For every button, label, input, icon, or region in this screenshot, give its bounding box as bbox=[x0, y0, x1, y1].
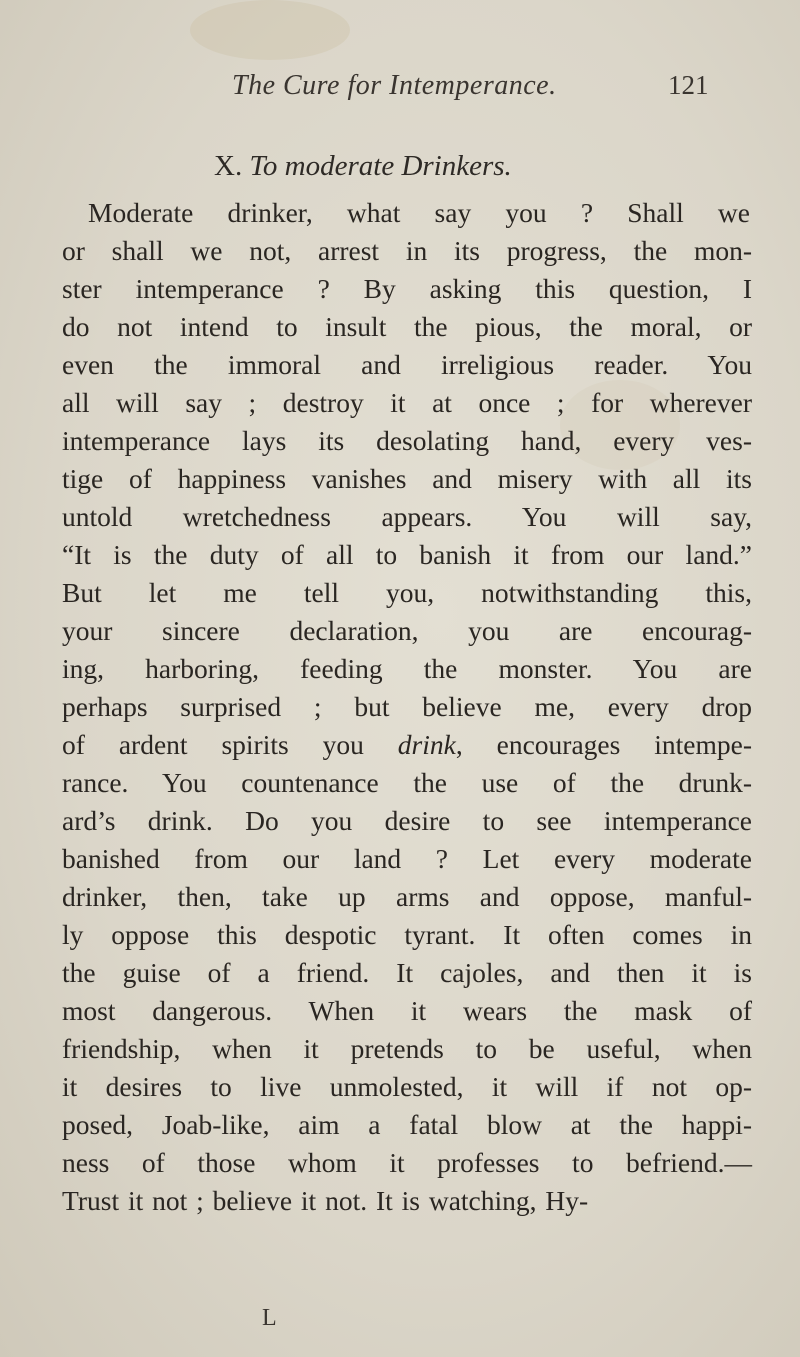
text-line: Moderate drinker, what say you ? Shall we bbox=[88, 197, 750, 228]
text-line: the guise of a friend. It cajoles, and then it is bbox=[62, 957, 752, 988]
running-title: The Cure for Intemperance. bbox=[232, 70, 557, 101]
text-line: perhaps surprised ; but believe me, every drop bbox=[62, 691, 752, 722]
text-line: Trust it not ; believe it not. It is watching, Hy- bbox=[62, 1185, 589, 1216]
signature-mark: L bbox=[262, 1305, 277, 1331]
text-line: it desires to live unmolested, it will if not op- bbox=[62, 1071, 752, 1102]
text-line: your sincere declaration, you are encourag- bbox=[62, 615, 752, 646]
text-line: or shall we not, arrest in its progress, the mon- bbox=[62, 235, 752, 266]
text-line: do not intend to insult the pious, the moral, or bbox=[62, 311, 752, 342]
text-line: posed, Joab-like, aim a fatal blow at the happi- bbox=[62, 1109, 752, 1140]
section-heading bbox=[214, 150, 512, 183]
text-line: most dangerous. When it wears the mask of bbox=[62, 995, 752, 1026]
text-line: ly oppose this despotic tyrant. It often comes in bbox=[62, 919, 752, 950]
emphasized-word: drink bbox=[397, 729, 456, 760]
section-title: To moderate Drinkers. bbox=[249, 150, 512, 182]
paper-stain bbox=[190, 0, 350, 60]
text-line: But let me tell you, notwithstanding this, bbox=[62, 577, 752, 608]
text-line: rance. You countenance the use of the drunk- bbox=[62, 767, 752, 798]
text-line: even the immoral and irreligious reader. You bbox=[62, 349, 752, 380]
text-line: untold wretchedness appears. You will say, bbox=[62, 501, 752, 532]
text-line: ster intemperance ? By asking this question, I bbox=[62, 273, 752, 304]
text-line: banished from our land ? Let every moderate bbox=[62, 843, 752, 874]
text-line: ard’s drink. Do you desire to see intemperance bbox=[62, 805, 752, 836]
text-line: all will say ; destroy it at once ; for wherever bbox=[62, 387, 752, 418]
text-line: ness of those whom it professes to befriend.— bbox=[62, 1147, 752, 1178]
section-number: X. bbox=[214, 150, 243, 182]
text-line: drinker, then, take up arms and oppose, manful- bbox=[62, 881, 752, 912]
text-line: friendship, when it pretends to be useful, when bbox=[62, 1033, 752, 1064]
page-number: 121 bbox=[668, 70, 709, 100]
text-line: tige of happiness vanishes and misery with all its bbox=[62, 463, 752, 494]
text-line: ing, harboring, feeding the monster. You are bbox=[62, 653, 752, 684]
text-line: intemperance lays its desolating hand, every ves- bbox=[62, 425, 752, 456]
text-line: of ardent spirits you drink, encourages intempe- bbox=[62, 729, 752, 760]
text-line: “It is the duty of all to banish it from our land.” bbox=[62, 539, 752, 570]
